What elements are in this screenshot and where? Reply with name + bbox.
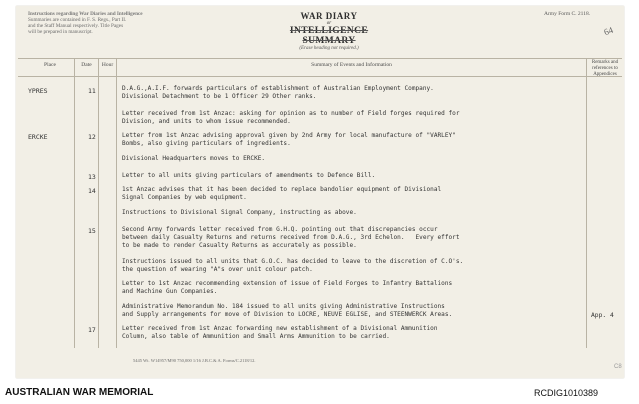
entry-line: Signal Companies by web equipment. (122, 194, 247, 201)
place-cell: YPRES (28, 87, 48, 95)
entry-line: Bombs, also giving particulars of ingredients. (122, 140, 291, 147)
table-top-rule (18, 58, 622, 59)
entry-line: Divisional Headquarters moves to ERCKE. (122, 155, 266, 162)
form-title (264, 11, 394, 51)
diary-entry (122, 155, 582, 163)
instructions-line: will be prepared in manuscript. (28, 29, 93, 35)
entry-line: Instructions to Divisional Signal Company, instructing as above. (122, 209, 357, 216)
title-war-diary: WAR DIARY (300, 11, 358, 21)
date-cell: 14 (88, 187, 96, 195)
date-cell: 12 (88, 133, 96, 141)
column-header-remarks: Remarks and references to Appendices (591, 60, 619, 77)
instructions-line: Summaries are contained in F. S. Regs., Part II. (28, 17, 127, 23)
entry-line: and Supply arrangements for move of Division to LOCRE, NEUVE EGLISE, and STEENWERCK Areas. (122, 311, 453, 318)
diary-entry (122, 303, 582, 319)
archive-id: RCDIG1010389 (534, 388, 599, 398)
entry-line: Letter from 1st Anzac advising approval given by 2nd Army for local manufacture of "VARLEY" (122, 132, 456, 139)
pencil-mark: C8 (614, 364, 622, 370)
entry-line: Letter received from 1st Anzac forwarding new establishment of a Divisional Ammunition (122, 325, 438, 332)
instructions-note (28, 11, 198, 35)
column-header-place: Place (44, 62, 56, 68)
entry-line: Letter to 1st Anzac recommending extension of issue of Field Forges to Infantry Battalions (122, 280, 453, 287)
diary-entry (122, 172, 582, 180)
title-note: (Erase heading not required.) (299, 46, 359, 51)
diary-entry (122, 132, 582, 148)
diary-entry (122, 226, 582, 250)
page-mark: 64 (602, 24, 615, 38)
diary-entry (122, 258, 582, 274)
column-divider (98, 58, 99, 348)
date-cell: 13 (88, 173, 96, 181)
entry-line: Letter to all units giving particulars of amendments to Defence Bill. (122, 172, 376, 179)
date-cell: 15 (88, 227, 96, 235)
entry-line: Second Army forwards letter received from G.H.Q. pointing out that discrepancies occur (122, 226, 438, 233)
entry-line: Divisional Detachment to be 1 Officer 29 Other ranks. (122, 93, 317, 100)
entry-line: and Machine Gun Companies. (122, 288, 218, 295)
archive-credit: AUSTRALIAN WAR MEMORIAL (5, 387, 154, 398)
entry-line: Column, also table of Ammunition and Small Arms Ammunition to be carried. (122, 333, 390, 340)
date-cell: 11 (88, 87, 96, 95)
diary-entry (122, 85, 582, 101)
column-header-summary: Summary of Events and Information (311, 62, 392, 68)
column-divider (74, 58, 75, 348)
date-cell: 17 (88, 326, 96, 334)
entry-line: Letter received from 1st Anzac: asking for opinion as to number of Field forges required for (122, 110, 460, 117)
entry-line: Division, and units to whom issue recommended. (122, 118, 291, 125)
diary-entry (122, 209, 582, 217)
entry-line: the question of wearing "A"s over unit colour patch. (122, 266, 313, 273)
column-divider (116, 58, 117, 348)
header-bottom-rule (18, 76, 622, 77)
title-or: or (326, 21, 332, 26)
column-header-date: Date (81, 62, 92, 68)
title-intelligence-summary: INTELLIGENCE SUMMARY (289, 26, 369, 46)
entry-line: Administrative Memorandum No. 184 issued to all units giving Administrative Instructions (122, 303, 445, 310)
entry-line: 1st Anzac advises that it has been decided to replace bandolier equipment of Divisional (122, 186, 442, 193)
army-form-number: Army Form C. 2118. (544, 11, 591, 17)
diary-entry (122, 325, 582, 341)
entry-line: to be made to render Casualty Returns as accurately as possible. (122, 242, 357, 249)
war-diary-page (16, 6, 624, 378)
place-cell: ERCKE (28, 133, 48, 141)
entry-line: Instructions issued to all units that G.O.C. has decided to leave to the discretion of C.O's. (122, 258, 464, 265)
print-imprint: 5445 Wt. W14957/M90 750,000 1/16 J.B.C.& A. Forms/C.2118/12. (133, 358, 256, 363)
column-divider (586, 58, 587, 348)
instructions-line: and the Staff Manual respectively. Title Pages (28, 23, 124, 29)
remark-cell: App. 4 (591, 312, 614, 319)
diary-entry (122, 186, 582, 202)
diary-entry (122, 280, 582, 296)
column-header-hour: Hour (101, 62, 114, 68)
entry-line: D.A.G.,A.I.F. forwards particulars of establishment of Australian Employment Company. (122, 85, 434, 92)
diary-entry (122, 110, 582, 126)
instructions-line: Instructions regarding War Diaries and Intelligence (28, 11, 143, 17)
entry-line: between daily Casualty Returns and returns received from D.A.G., 3rd Echelon. Every effort (122, 234, 460, 241)
